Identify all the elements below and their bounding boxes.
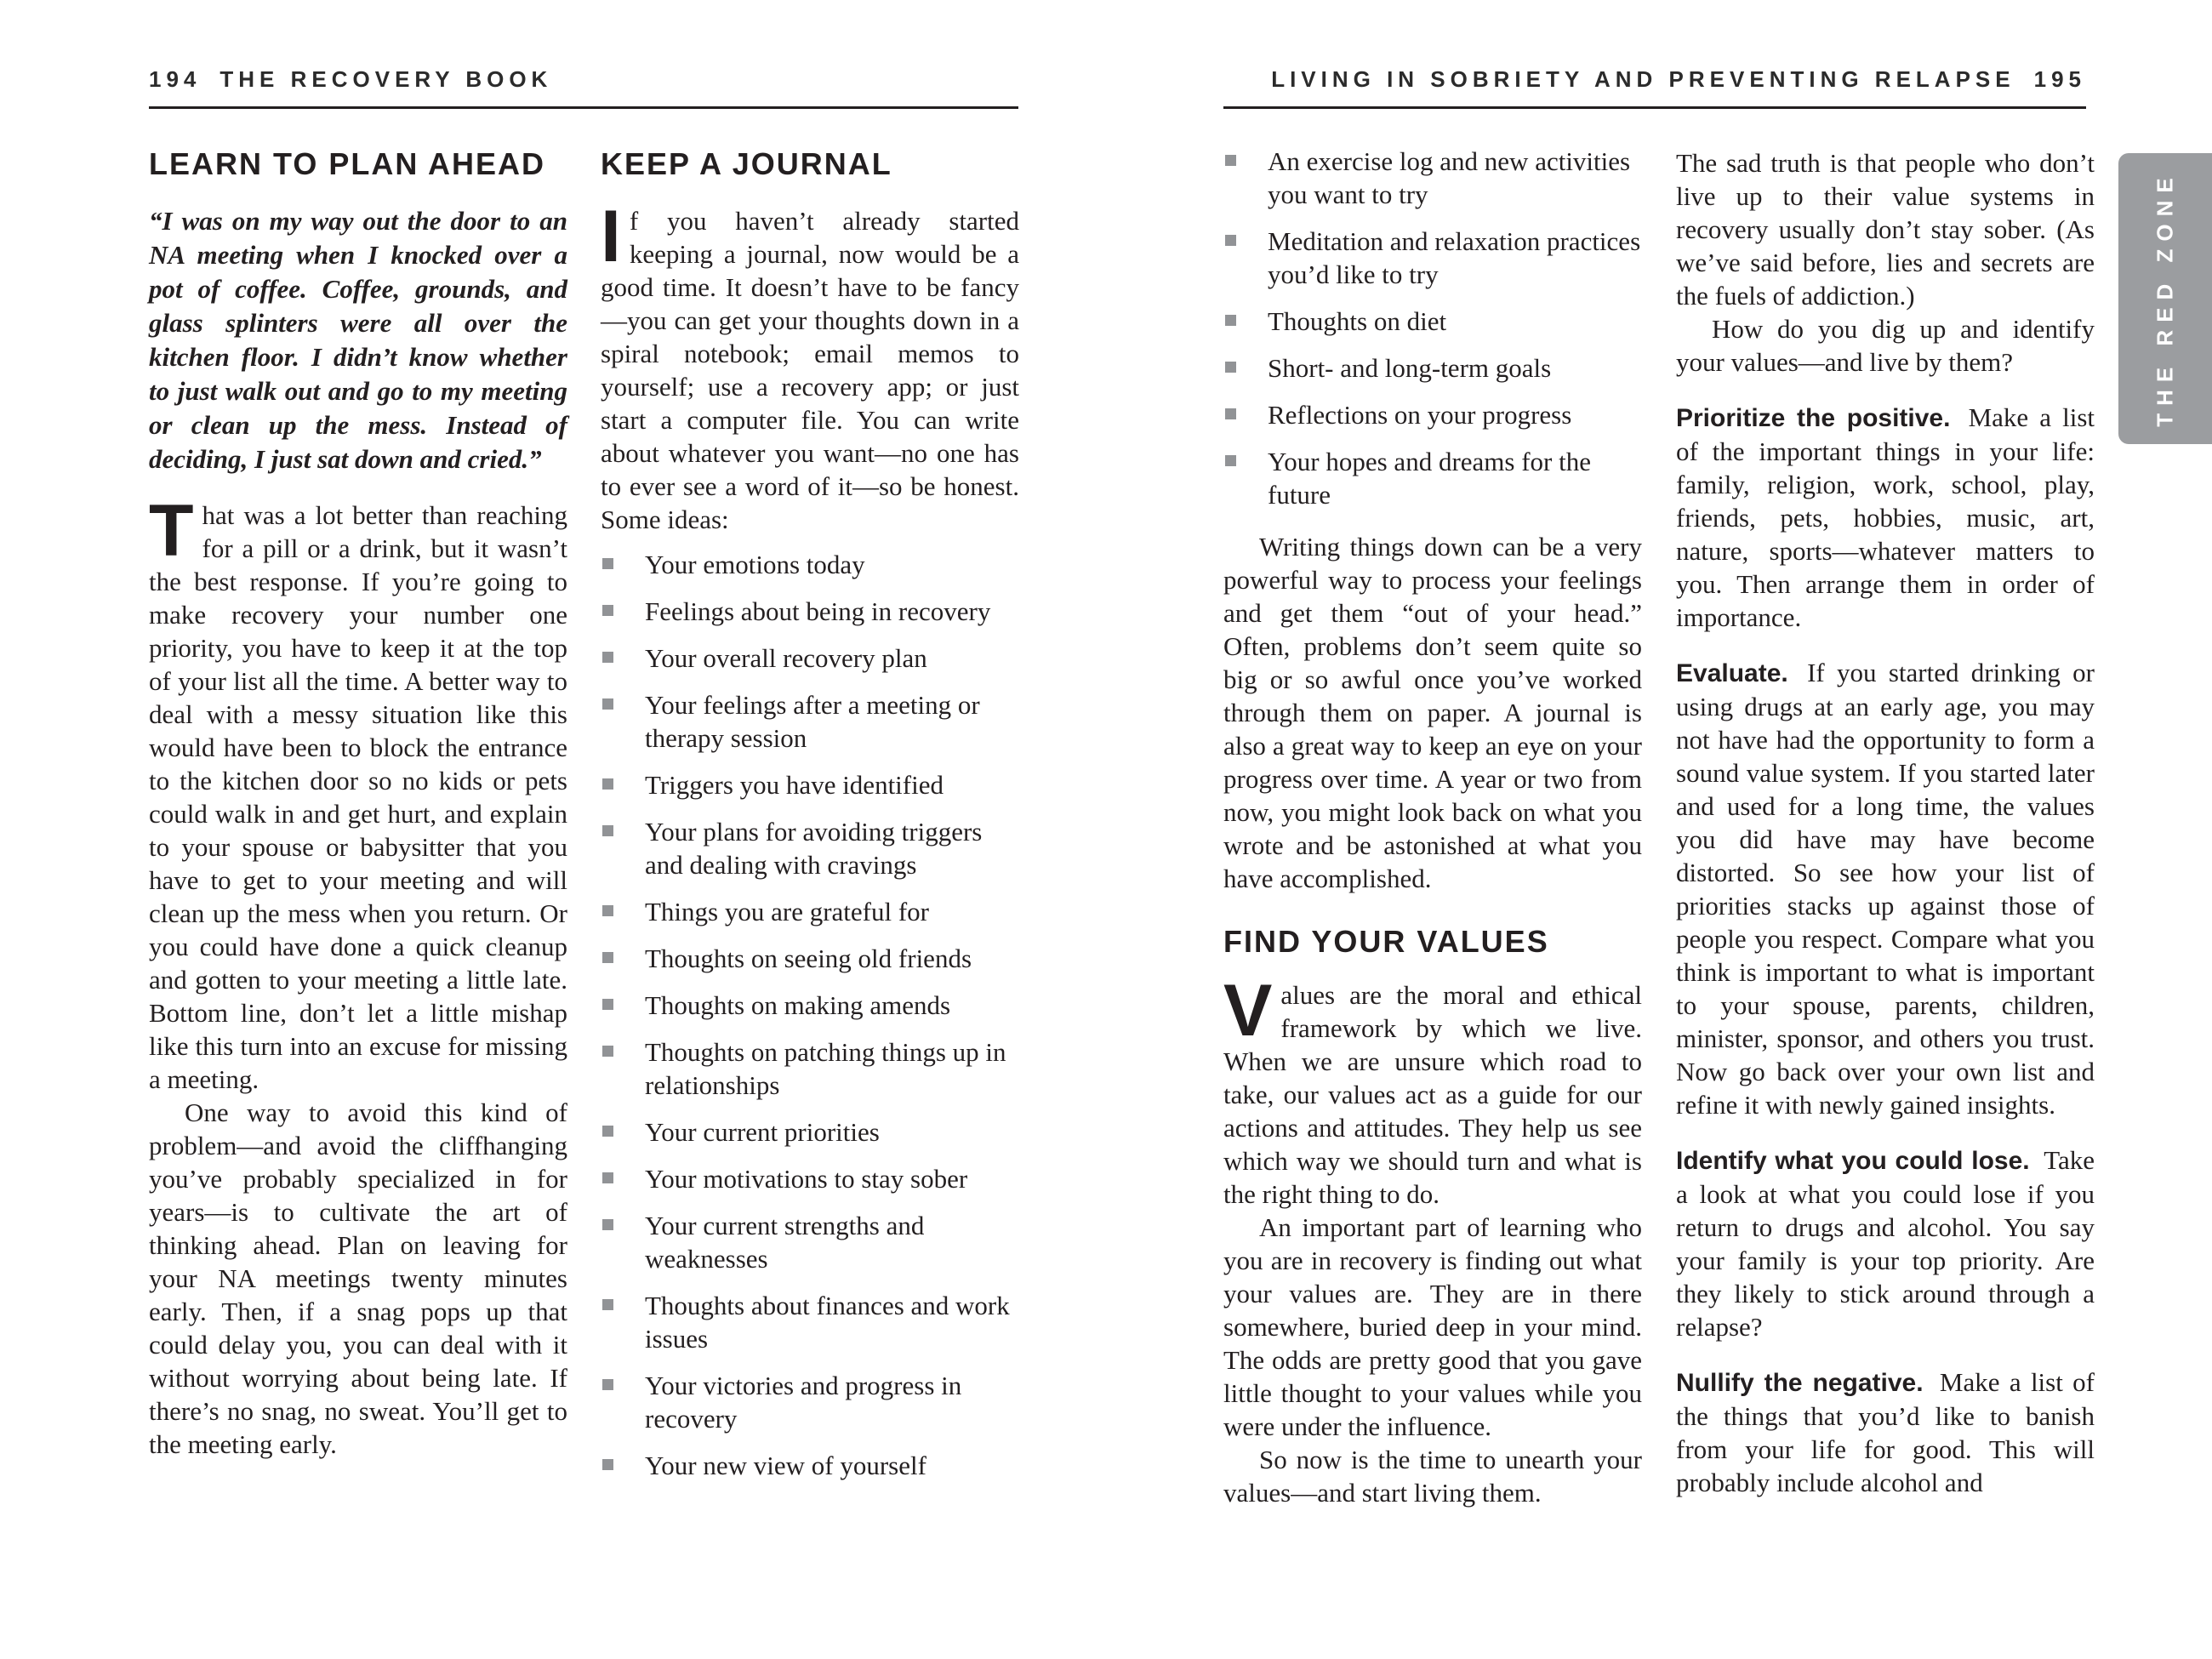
- bullet-square-icon: [1225, 455, 1236, 466]
- left-page-column-1: [149, 143, 567, 1461]
- list-item-text: Your hopes and dreams for the future: [1268, 447, 1591, 510]
- list-item-text: Your plans for avoiding triggers and dealing with cravings: [645, 817, 983, 880]
- right-page-column-2: [1676, 143, 2095, 1499]
- bullet-square-icon: [1225, 362, 1236, 373]
- bullet-square-icon: [602, 999, 613, 1010]
- tip-paragraph: [1676, 1365, 2095, 1499]
- list-item-text: Things you are grateful for: [645, 897, 929, 926]
- list-item-text: Your motivations to stay sober: [645, 1164, 968, 1194]
- bullet-square-icon: [602, 1046, 613, 1057]
- paragraph: The sad truth is that people who don’t live up to their value systems in recovery usually don’t stay sober. (As we’ve said before, lies and secrets are the fuels of addiction.): [1676, 148, 2095, 311]
- tip-lead-in: Evaluate.: [1676, 659, 1788, 687]
- list-item: [601, 688, 1019, 755]
- bullet-square-icon: [602, 605, 613, 616]
- left-page-running-head: [149, 66, 1018, 109]
- list-item-text: An exercise log and new activities you want to try: [1268, 146, 1631, 209]
- journal-ideas-list: [601, 548, 1019, 1482]
- paragraph: One way to avoid this kind of problem—and avoid the cliffhanging you’ve probably specialized in for years—is to cultivate the art of thinking ahead. Plan on leaving for your NA meetings twenty minutes early. Then, if a snag pops up that could delay you, you can deal with it without worrying about being late. If there’s no snag, no sweat. You’ll get to the meeting early.: [149, 1097, 567, 1459]
- list-item-text: Your feelings after a meeting or therapy session: [645, 690, 980, 753]
- list-item-text: Your current strengths and weaknesses: [645, 1211, 925, 1274]
- tip-lead-in: Nullify the negative.: [1676, 1369, 1924, 1397]
- tip-paragraph: [1676, 1143, 2095, 1343]
- list-item: [601, 1449, 1019, 1482]
- list-item: [601, 942, 1019, 975]
- pull-quote: “I was on my way out the door to an NA meeting when I knocked over a pot of coffee. Coffee, grounds, and glass splinters were all over the kitchen floor. I didn’t know whether to just walk out and go to my meeting or clean up the mess. Instead of deciding, I just sat down and cried.”: [149, 206, 567, 474]
- red-zone-thumb-tab: [2118, 153, 2212, 444]
- drop-cap: V: [1223, 970, 1273, 1052]
- list-item: [601, 1035, 1019, 1102]
- paragraph: [601, 196, 1019, 536]
- list-item-text: Thoughts on making amends: [645, 990, 951, 1020]
- list-item-text: Your current priorities: [645, 1117, 880, 1147]
- bullet-square-icon: [602, 652, 613, 663]
- list-item: [1223, 145, 1642, 211]
- section-heading-learn-to-plan-ahead: LEARN TO PLAN AHEAD: [149, 146, 546, 181]
- list-item: [1223, 445, 1642, 511]
- left-page-number: 194: [149, 66, 202, 92]
- list-item: [601, 1162, 1019, 1195]
- paragraph: So now is the time to unearth your values—and start living them.: [1223, 1445, 1642, 1508]
- right-page-number: 195: [2033, 66, 2086, 92]
- bullet-square-icon: [602, 558, 613, 569]
- bullet-square-icon: [602, 952, 613, 963]
- red-zone-tab-label: THE RED ZONE: [2152, 170, 2178, 427]
- list-item-text: Your new view of yourself: [645, 1451, 926, 1480]
- paragraph: An important part of learning who you are in recovery is finding out what your values are. They are in there somewhere, buried deep in your mind. The odds are pretty good that you gave little thought to your values while you were under the influence.: [1223, 1212, 1642, 1441]
- list-item: [601, 1289, 1019, 1355]
- list-item-text: Thoughts about finances and work issues: [645, 1291, 1010, 1354]
- bullet-square-icon: [1225, 235, 1236, 246]
- list-item: [601, 1209, 1019, 1275]
- list-item-text: Thoughts on seeing old friends: [645, 944, 972, 973]
- list-item: [601, 989, 1019, 1022]
- list-item: [601, 895, 1019, 928]
- left-page-title: THE RECOVERY BOOK: [219, 66, 553, 92]
- list-item-text: Meditation and relaxation practices you’d like to try: [1268, 226, 1641, 289]
- list-item-text: Your victories and progress in recovery: [645, 1371, 962, 1434]
- list-item: [601, 1369, 1019, 1435]
- paragraph-text: alues are the moral and ethical framework by which we live. When we are unsure which road to take, our values act as a guide for our actions and attitudes. They help us see which way we should turn and what is the right thing to do.: [1223, 980, 1642, 1209]
- list-item-text: Feelings about being in recovery: [645, 596, 991, 626]
- list-item: [1223, 225, 1642, 291]
- paragraph-text: hat was a lot better than reaching for a pill or a drink, but it wasn’t the best response. If you’re going to make recovery your number one priority, you have to keep it at the top of your list all the time. A better way to deal with a messy situation like this would have been to block the entrance to the kitchen door so no kids or pets could walk in and get hurt, and explain to your spouse or babysitter that you have to get to your meeting and will clean up the mess when you return. Or you could have done a quick cleanup and gotten to your meeting a little late. Bottom line, don’t let a little mishap like this turn into an excuse for missing a meeting.: [149, 500, 567, 1094]
- bullet-square-icon: [1225, 315, 1236, 326]
- paragraph: How do you dig up and identify your values—and live by them?: [1676, 314, 2095, 377]
- tip-text: Make a list of the things that you’d like to banish from your life for good. This will probably include alcohol and: [1676, 1367, 2095, 1497]
- list-item-text: Thoughts on patching things up in relationships: [645, 1037, 1006, 1100]
- bullet-square-icon: [602, 825, 613, 836]
- list-item: [601, 1115, 1019, 1149]
- list-item: [601, 768, 1019, 801]
- right-page-column-1: [1223, 143, 1642, 1509]
- list-item-text: Short- and long-term goals: [1268, 353, 1552, 383]
- bullet-square-icon: [602, 1379, 613, 1390]
- journal-ideas-list-continued: [1223, 145, 1642, 511]
- bullet-square-icon: [602, 698, 613, 710]
- tip-paragraph: [1676, 401, 2095, 634]
- bullet-square-icon: [602, 905, 613, 916]
- section-heading-keep-a-journal: KEEP A JOURNAL: [601, 146, 892, 181]
- bullet-square-icon: [602, 1219, 613, 1230]
- paragraph: [149, 490, 567, 1096]
- bullet-square-icon: [1225, 408, 1236, 419]
- paragraph: Writing things down can be a very powerful way to process your feelings and get them “out of your head.” Often, problems don’t seem quite so big or so awful once you’ve worked through them on paper. A journal is also a great way to keep an eye on your progress over time. A year or two from now, you might look back on what you wrote and be astonished at what you have accomplished.: [1223, 532, 1642, 893]
- list-item-text: Thoughts on diet: [1268, 306, 1447, 336]
- tip-text: Make a list of the important things in your life: family, religion, work, school, play, friends, pets, hobbies, music, art, nature, sports—whatever matters to you. Then arrange them in order of importance.: [1676, 402, 2095, 632]
- bullet-square-icon: [602, 1299, 613, 1310]
- left-page-column-2: [601, 143, 1019, 1496]
- tip-text: Take a look at what you could lose if you return to drugs and alcohol. You say your family is your top priority. Are they likely to stick around through a relapse?: [1676, 1145, 2095, 1342]
- right-page-title: LIVING IN SOBRIETY AND PREVENTING RELAPSE: [1271, 66, 2015, 92]
- paragraph-text: f you haven’t already started keeping a journal, now would be a good time. It doesn’t have to be fancy—you can get your thoughts down in a spiral notebook; email memos to yourself; use a recovery app; or just start a computer file. You can write about whatever you want—no one has to ever see a word of it—so be honest. Some ideas:: [601, 206, 1019, 534]
- drop-cap: T: [149, 490, 194, 572]
- list-item-text: Triggers you have identified: [645, 770, 944, 800]
- bullet-square-icon: [602, 1459, 613, 1470]
- list-item: [1223, 351, 1642, 385]
- list-item-text: Your emotions today: [645, 550, 865, 579]
- bullet-square-icon: [602, 1126, 613, 1137]
- tip-paragraph: [1676, 656, 2095, 1121]
- list-item-text: Reflections on your progress: [1268, 400, 1572, 430]
- bullet-square-icon: [602, 1172, 613, 1183]
- right-page-running-head: [1223, 66, 2086, 109]
- drop-cap: I: [601, 196, 621, 277]
- list-item: [601, 548, 1019, 581]
- list-item: [601, 815, 1019, 881]
- list-item: [1223, 398, 1642, 431]
- bullet-square-icon: [602, 778, 613, 790]
- paragraph: [1223, 970, 1642, 1211]
- tip-lead-in: Prioritize the positive.: [1676, 404, 1951, 432]
- tip-lead-in: Identify what you could lose.: [1676, 1147, 2030, 1175]
- bullet-square-icon: [1225, 155, 1236, 166]
- list-item: [601, 595, 1019, 628]
- list-item: [601, 641, 1019, 675]
- section-heading-find-your-values: FIND YOUR VALUES: [1223, 924, 1549, 959]
- list-item-text: Your overall recovery plan: [645, 643, 927, 673]
- tip-text: If you started drinking or using drugs at an early age, you may not have had the opportunity to form a sound value system. If you started later and used for a long time, the values you did have may have become distorted. So see how your list of priorities stacks up against those of people you respect. Compare what you think is important to what is important to your spouse, parents, children, minister, sponsor, and others you trust. Now go back over your own list and refine it with newly gained insights.: [1676, 658, 2095, 1120]
- list-item: [1223, 305, 1642, 338]
